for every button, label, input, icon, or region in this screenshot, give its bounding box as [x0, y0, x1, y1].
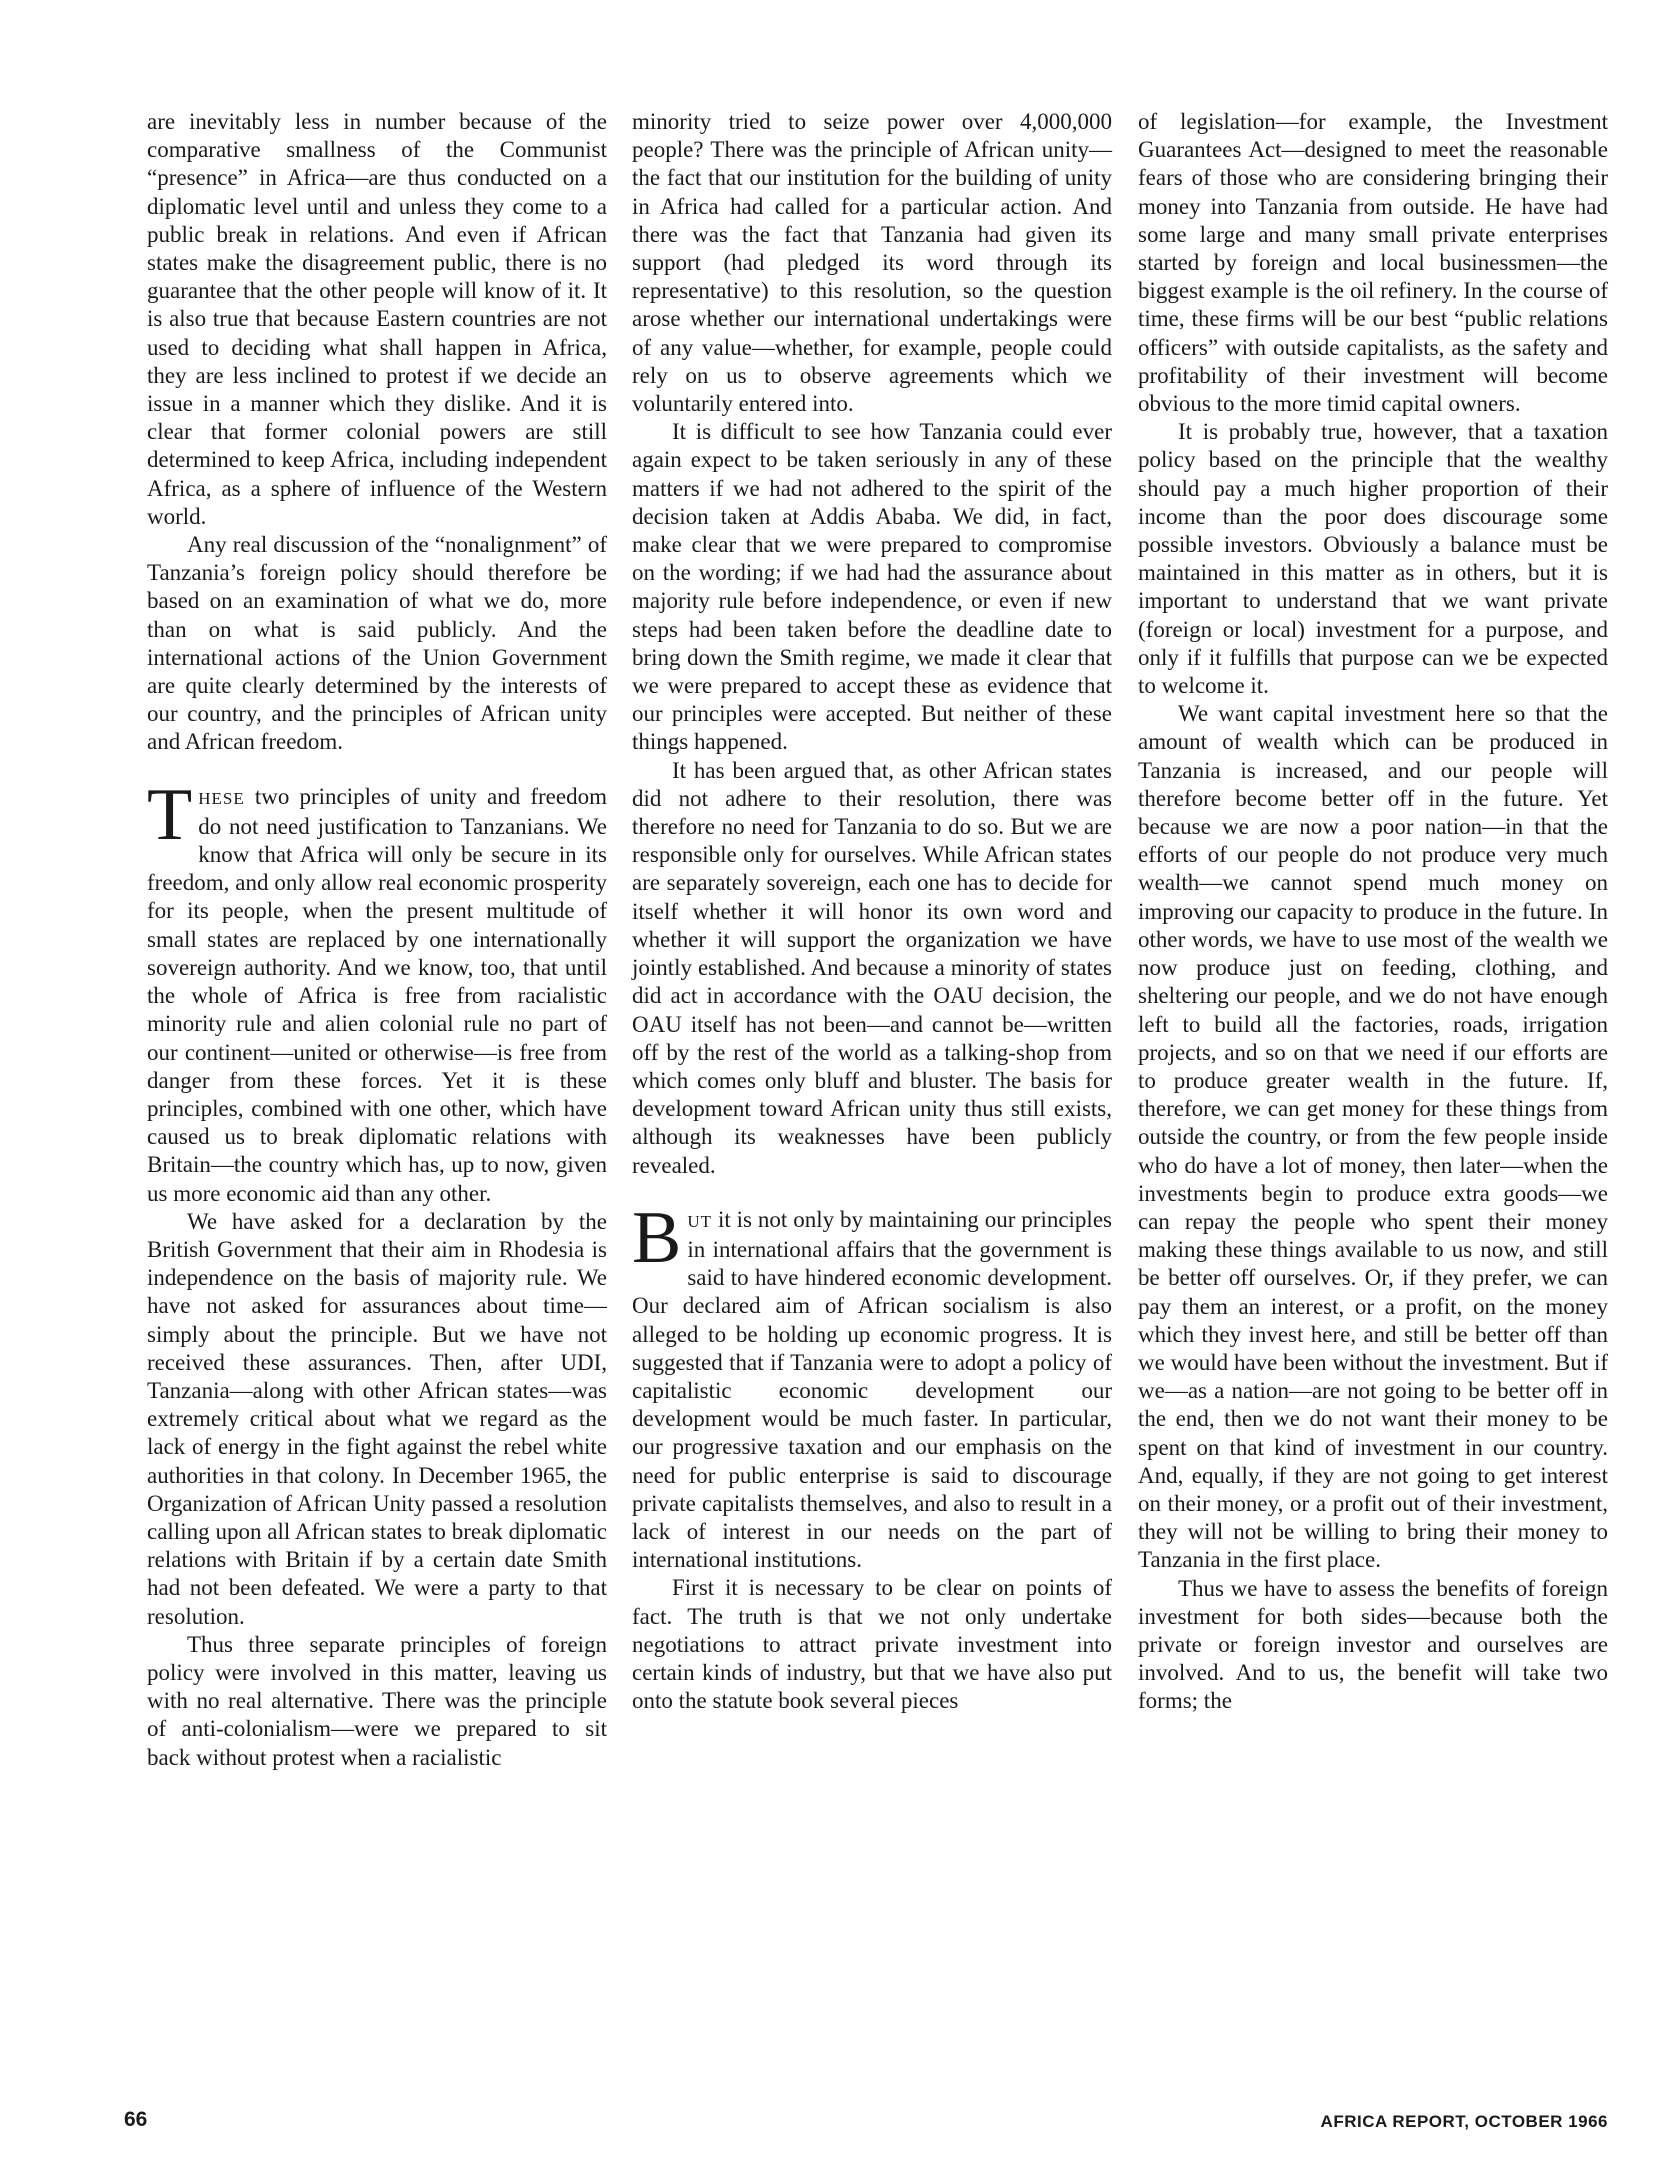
section-paragraph	[147, 773, 607, 1208]
text-column-2	[632, 108, 1112, 1715]
small-caps-lead: HESE	[198, 788, 245, 808]
paragraph: Thus three separate principles of foreign policy were involved in this matter, leaving us with no real alternative. There was the principle of anti-colonialism—were we prepared to sit back without protest when a racialistic	[147, 1631, 607, 1770]
paragraph-text: two principles of unity and freedom do not need justification to Tanzanians. We know that Africa will only be secure in its freedom, and only allow real economic prosperity for its people, when the present multitude of small states are replaced by one internationally sovereign authority. And we know, too, that until the whole of Africa is free from racialistic minority rule and alien colonial rule no part of our continent—united or otherwise—is free from danger from these forces. Yet it is these principles, combined with one other, which have caused us to break diplomatic relations with Britain—the country which has, up to now, given us more economic aid than any other.	[147, 783, 607, 1206]
paragraph: We want capital investment here so that the amount of wealth which can be produced in Tanzania is increased, and our people will therefore become better off in the future. Yet because we are now a poor nation—in that the efforts of our people do not produce very much wealth—we cannot spend much money on improving our capacity to produce in the future. In other words, we have to use most of the wealth we now produce just on feeding, clothing, and sheltering our people, and we do not have enough left to build all the factories, roads, irrigation projects, and so on that we need if our efforts are to produce greater wealth in the future. If, therefore, we can get money for these things from outside the country, or from the few people inside who do have a lot of money, then later—when the investments begin to produce extra goods—we can repay the people who spent their money making these things available to us now, and still be better off ourselves. Or, if they prefer, we can pay them an interest, or a profit, on the money which they invest here, and still be better off than we would have been without the investment. But if we—as a nation—are not going to be better off in the end, then we do not want their money to be spent on that kind of investment in our country. And, equally, if they are not going to get interest on their money, or a profit out of their investment, they will not be willing to bring their money to Tanzania in the first place.	[1138, 701, 1608, 1573]
paragraph: It is difficult to see how Tanzania could ever again expect to be taken seriously in any of these matters if we had not adhered to the spirit of the decision taken at Addis Ababa. We did, in fact, make clear that we were prepared to compromise on the wording; if we had had the assurance about majority rule before independence, or even if new steps had been taken before the deadline date to bring down the Smith regime, we made it clear that we were prepared to accept these as evidence that our principles were accepted. But neither of these things happened.	[632, 419, 1112, 755]
running-footer: AFRICA REPORT, OCTOBER 1966	[1320, 2112, 1608, 2131]
paragraph: It has been argued that, as other African states did not adhere to their resolution, there was therefore no need for Tanzania to do so. But we are responsible only for ourselves. While African states are separately sovereign, each one has to decide for itself whether it will honor its own word and whether it will support the organization we have jointly established. And because a minority of states did act in accordance with the OAU decision, the OAU itself has not been—and cannot be—written off by the rest of the world as a talking-shop from which comes only bluff and bluster. The basis for development toward African unity thus still exists, although its weaknesses have been publicly revealed.	[632, 757, 1112, 1178]
text-column-1	[147, 108, 607, 1772]
drop-cap: B	[632, 1196, 682, 1279]
paragraph: minority tried to seize power over 4,000,000 people? There was the principle of African unity—the fact that our institution for the building of unity in Africa had called for a particular action. And there was the fact that Tanzania had given its support (had pledged its word through its representative) to this resolution, so the question arose whether our international undertakings were of any value—whether, for example, people could rely on us to observe agreements which we voluntarily entered into.	[632, 109, 1112, 417]
paragraph: It is probably true, however, that a taxation policy based on the principle that the wealthy should pay a much higher proportion of their income than the poor does discourage some possible investors. Obviously a balance must be maintained in this matter as in others, but it is important to understand that we want private (foreign or local) investment for a purpose, and only if it fulfills that purpose can we be expected to welcome it.	[1138, 419, 1608, 699]
paragraph: are inevitably less in number because of the comparative smallness of the Communist “presence” in Africa—are thus conducted on a diplomatic level until and unless they come to a public break in relations. And even if African states make the disagreement public, there is no guarantee that the other people will know of it. It is also true that because Eastern countries are not used to deciding what shall happen in Africa, they are less inclined to protest if we decide an issue in a manner which they dislike. And it is clear that former colonial powers are still determined to keep Africa, including independent Africa, as a sphere of influence of the Western world.	[147, 109, 607, 529]
paragraph-text: it is not only by maintaining our principles in international affairs that the government is said to have hindered economic development. Our declared aim of African socialism is also alleged to be holding up economic progress. It is suggested that if Tanzania were to adopt a policy of capitalistic economic development our development would be much faster. In particular, our progressive taxation and our emphasis on the need for public enterprise is said to discourage private capitalists themselves, and also to result in a lack of interest in our needs on the part of international institutions.	[632, 1206, 1112, 1573]
drop-cap: T	[147, 773, 193, 856]
section-paragraph	[632, 1196, 1112, 1575]
paragraph: First it is necessary to be clear on points of fact. The truth is that we not only undertake negotiations to attract private investment into certain kinds of industry, but that we have also put onto the statute book several pieces	[632, 1575, 1112, 1714]
paragraph: Thus we have to assess the benefits of foreign investment for both sides—because both the private or foreign investor and ourselves are involved. And to us, the benefit will take two forms; the	[1138, 1575, 1608, 1714]
paragraph: of legislation—for example, the Investment Guarantees Act—designed to meet the reasonable fears of those who are considering bringing their money into Tanzania from outside. He have had some large and many small private enterprises started by foreign and local businessmen—the biggest example is the oil refinery. In the course of time, these firms will be our best “public relations officers” with outside capitalists, as the safety and profitability of their investment will become obvious to the more timid capital owners.	[1138, 109, 1608, 417]
page-number: 66	[124, 2108, 148, 2131]
text-column-3	[1138, 108, 1608, 1716]
paragraph: We have asked for a declaration by the British Government that their aim in Rhodesia is independence on the basis of majority rule. We have not asked for assurances about time—simply about the principle. But we have not received these assurances. Then, after UDI, Tanzania—along with other African states—was extremely critical about what we regard as the lack of energy in the fight against the rebel white authorities in that colony. In December 1965, the Organization of African Unity passed a resolution calling upon all African states to break diplomatic relations with Britain if by a certain date Smith had not been defeated. We were a party to that resolution.	[147, 1208, 607, 1629]
paragraph: Any real discussion of the “nonalignment” of Tanzania’s foreign policy should therefore be based on an examination of what we do, more than on what is said publicly. And the international actions of the Union Government are quite clearly determined by the interests of our country, and the principles of African unity and African freedom.	[147, 532, 607, 755]
small-caps-lead: UT	[687, 1211, 713, 1231]
